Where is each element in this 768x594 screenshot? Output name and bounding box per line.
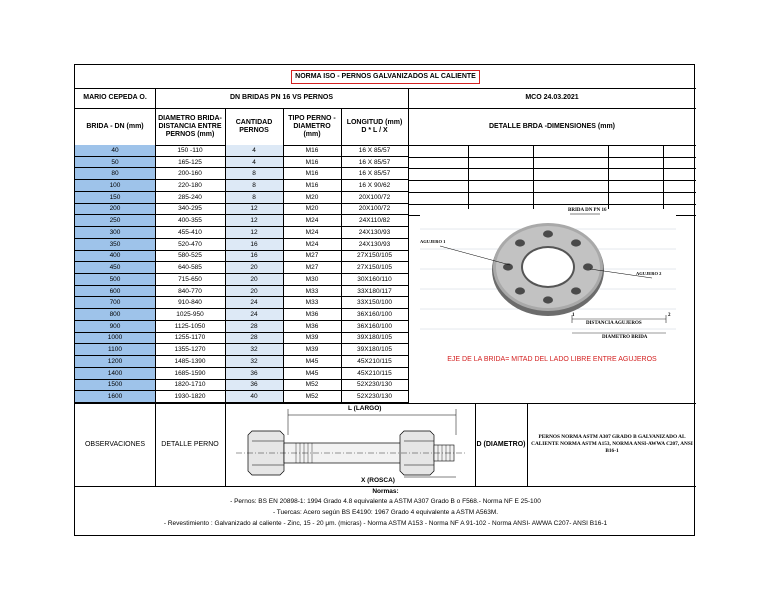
cell-longitud: 16 X 85/57 (341, 157, 408, 169)
bolt-rosca-label: X (ROSCA) (361, 477, 395, 484)
cell-tipo: M39 (283, 344, 341, 356)
header-diametro: DIAMETRO BRIDA-DISTANCIA ENTRE PERNOS (mm) (158, 114, 222, 138)
cell-longitud: 45X210/115 (341, 368, 408, 380)
cell-diametro: 640-585 (155, 262, 225, 274)
cell-longitud: 45X210/115 (341, 356, 408, 368)
cell-tipo: M36 (283, 309, 341, 321)
cell-diametro: 150 -110 (155, 145, 225, 157)
cell-longitud: 52X230/130 (341, 380, 408, 392)
cell-tipo: M24 (283, 227, 341, 239)
cell-brida: 500 (75, 274, 155, 286)
cell-tipo: M16 (283, 168, 341, 180)
cell-tipo: M33 (283, 297, 341, 309)
cell-diametro: 1125-1050 (155, 321, 225, 333)
flange-drawing (420, 209, 676, 351)
flange-agujero2: AGUJERO 2 (636, 271, 662, 276)
cell-brida: 600 (75, 286, 155, 298)
cell-diametro: 580-525 (155, 251, 225, 263)
cell-brida: 400 (75, 251, 155, 263)
cell-longitud: 30X160/110 (341, 274, 408, 286)
date: MCO 24.03.2021 (525, 94, 579, 101)
cell-brida: 450 (75, 262, 155, 274)
cell-tipo: M52 (283, 380, 341, 392)
sheet-title: NORMA ISO - PERNOS GALVANIZADOS AL CALIENTE (291, 70, 480, 84)
cell-brida: 1000 (75, 333, 155, 345)
cell-diametro: 1255-1170 (155, 333, 225, 345)
cell-cantidad: 4 (225, 157, 283, 169)
cell-tipo: M45 (283, 356, 341, 368)
cell-cantidad: 16 (225, 251, 283, 263)
cell-tipo: M24 (283, 215, 341, 227)
bolt-norma-text: PERNOS NORMA ASTM A307 GRADO B GALVANIZADO AL CALIENTE NORMA ASTM A153, NORMA ANSI-AWWA C207, ANSI B16-1 (531, 434, 693, 454)
flange-agujero1: AGUJERO 1 (420, 239, 446, 244)
cell-cantidad: 20 (225, 274, 283, 286)
cell-longitud: 16 X 90/62 (341, 180, 408, 192)
bolt-largo-label: L (LARGO) (348, 405, 382, 412)
cell-tipo: M16 (283, 180, 341, 192)
cell-tipo: M16 (283, 145, 341, 157)
cell-cantidad: 20 (225, 262, 283, 274)
cell-diametro: 165-125 (155, 157, 225, 169)
cell-cantidad: 36 (225, 380, 283, 392)
cell-brida: 1100 (75, 344, 155, 356)
cell-tipo: M20 (283, 204, 341, 216)
cell-cantidad: 20 (225, 286, 283, 298)
cell-diametro: 1485-1390 (155, 356, 225, 368)
grid-line (608, 145, 609, 215)
cell-diametro: 340-295 (155, 204, 225, 216)
cell-cantidad: 24 (225, 309, 283, 321)
flange-svg (420, 209, 676, 351)
cell-cantidad: 8 (225, 192, 283, 204)
grid-line (408, 157, 696, 158)
cell-brida: 1600 (75, 391, 155, 403)
cell-tipo: M27 (283, 251, 341, 263)
flange-brida-label: BRIDA DN PN 16 (568, 208, 607, 213)
cell-diametro: 840-770 (155, 286, 225, 298)
cell-cantidad: 12 (225, 227, 283, 239)
cell-diametro: 1820-1710 (155, 380, 225, 392)
bolt-drawing (226, 405, 474, 485)
flange-diametro: DIAMETRO BRIDA (602, 335, 648, 340)
cell-diametro: 400-355 (155, 215, 225, 227)
cell-brida: 80 (75, 168, 155, 180)
cell-longitud: 24X130/93 (341, 227, 408, 239)
flange-eje-note: EJE DE LA BRIDA= MITAD DEL LADO LIBRE ENTRE AGUJEROS (447, 356, 657, 363)
cell-longitud: 33X150/100 (341, 297, 408, 309)
cell-diametro: 1685-1590 (155, 368, 225, 380)
cell-tipo: M45 (283, 368, 341, 380)
cell-brida: 800 (75, 309, 155, 321)
cell-diametro: 455-410 (155, 227, 225, 239)
cell-brida: 900 (75, 321, 155, 333)
grid-line (533, 145, 534, 215)
cell-longitud: 27X150/105 (341, 251, 408, 263)
observaciones-label: OBSERVACIONES (84, 440, 146, 448)
cell-longitud: 36X160/100 (341, 321, 408, 333)
notes-line-3: - Revestimiento : Galvanizado al caliente - Zinc, 15 - 20 μm. (micras) - Norma ASTM A153 - Norma NF A 91-102 - Norma ANSI- AWWA C207- ANSI B16-1 (163, 520, 608, 527)
header-detalle: DETALLE BRDA -DIMENSIONES (mm) (489, 122, 615, 130)
notes-title: Normas: (372, 488, 399, 495)
cell-brida: 350 (75, 239, 155, 251)
cell-longitud: 36X160/100 (341, 309, 408, 321)
cell-brida: 1200 (75, 356, 155, 368)
bolt-svg (226, 405, 474, 485)
cell-cantidad: 28 (225, 321, 283, 333)
cell-cantidad: 8 (225, 180, 283, 192)
cell-brida: 200 (75, 204, 155, 216)
bolt-diametro-label: D (DIAMETRO) (476, 440, 526, 448)
cell-cantidad: 40 (225, 391, 283, 403)
grid-line (468, 145, 469, 215)
cell-diametro: 200-160 (155, 168, 225, 180)
cell-brida: 700 (75, 297, 155, 309)
flange-n2: 2 (668, 313, 671, 318)
subtitle: DN BRIDAS PN 16 VS PERNOS (229, 94, 334, 101)
grid-line (408, 180, 696, 181)
cell-diametro: 1930-1820 (155, 391, 225, 403)
cell-cantidad: 36 (225, 368, 283, 380)
cell-cantidad: 12 (225, 215, 283, 227)
title-row (75, 65, 696, 88)
cell-cantidad: 8 (225, 168, 283, 180)
header-cantidad: CANTIDAD PERNOS (235, 118, 273, 134)
cell-diametro: 1025-950 (155, 309, 225, 321)
spec-sheet (74, 64, 695, 536)
cell-diametro: 1355-1270 (155, 344, 225, 356)
cell-brida: 150 (75, 192, 155, 204)
cell-cantidad: 12 (225, 204, 283, 216)
cell-tipo: M20 (283, 192, 341, 204)
grid-line (408, 168, 696, 169)
grid-line (408, 204, 696, 205)
cell-longitud: 33X180/117 (341, 286, 408, 298)
cell-cantidad: 32 (225, 344, 283, 356)
cell-tipo: M52 (283, 391, 341, 403)
cell-cantidad: 28 (225, 333, 283, 345)
cell-diametro: 520-470 (155, 239, 225, 251)
notes-line-2: - Tuercas: Acero según BS E4190: 1967 Grado 4 equivalente a ASTM A563M. (272, 509, 499, 516)
cell-brida: 250 (75, 215, 155, 227)
notes-line-1: - Pernos: BS EN 20898-1: 1994 Grado 4.8 equivalente a ASTM A307 Grado B o F568.- Norma NF E 25-100 (230, 498, 541, 505)
cell-longitud: 52X230/130 (341, 391, 408, 403)
header-tipo: TIPO PERNO - DIAMETRO (mm) (288, 114, 336, 138)
cell-longitud: 39X180/105 (341, 333, 408, 345)
cell-brida: 50 (75, 157, 155, 169)
cell-cantidad: 24 (225, 297, 283, 309)
cell-brida: 1500 (75, 380, 155, 392)
grid-line (408, 192, 696, 193)
cell-longitud: 24X110/82 (341, 215, 408, 227)
cell-diametro: 285-240 (155, 192, 225, 204)
cell-tipo: M36 (283, 321, 341, 333)
grid-line (663, 145, 664, 215)
cell-diametro: 910-840 (155, 297, 225, 309)
header-brida: BRIDA - DN (mm) (86, 122, 144, 130)
cell-cantidad: 4 (225, 145, 283, 157)
cell-brida: 100 (75, 180, 155, 192)
cell-tipo: M39 (283, 333, 341, 345)
cell-tipo: M16 (283, 157, 341, 169)
flange-distancia: DISTANCIA AGUJEROS (586, 321, 642, 326)
cell-brida: 1400 (75, 368, 155, 380)
cell-tipo: M33 (283, 286, 341, 298)
cell-cantidad: 16 (225, 239, 283, 251)
cell-longitud: 27X150/105 (341, 262, 408, 274)
header-longitud: LONGITUD (mm) D * L / X (346, 118, 403, 134)
flange-n1: 1 (572, 313, 575, 318)
cell-diametro: 220-180 (155, 180, 225, 192)
cell-longitud: 20X100/72 (341, 192, 408, 204)
cell-longitud: 16 X 85/57 (341, 168, 408, 180)
cell-brida: 300 (75, 227, 155, 239)
cell-diametro: 715-650 (155, 274, 225, 286)
cell-cantidad: 32 (225, 356, 283, 368)
cell-longitud: 16 X 85/57 (341, 145, 408, 157)
author: MARIO CEPEDA O. (83, 94, 147, 101)
detalle-perno-label: DETALLE PERNO (161, 440, 219, 448)
cell-brida: 40 (75, 145, 155, 157)
cell-tipo: M30 (283, 274, 341, 286)
cell-tipo: M27 (283, 262, 341, 274)
cell-longitud: 24X130/93 (341, 239, 408, 251)
cell-longitud: 20X100/72 (341, 204, 408, 216)
cell-tipo: M24 (283, 239, 341, 251)
cell-longitud: 39X180/105 (341, 344, 408, 356)
